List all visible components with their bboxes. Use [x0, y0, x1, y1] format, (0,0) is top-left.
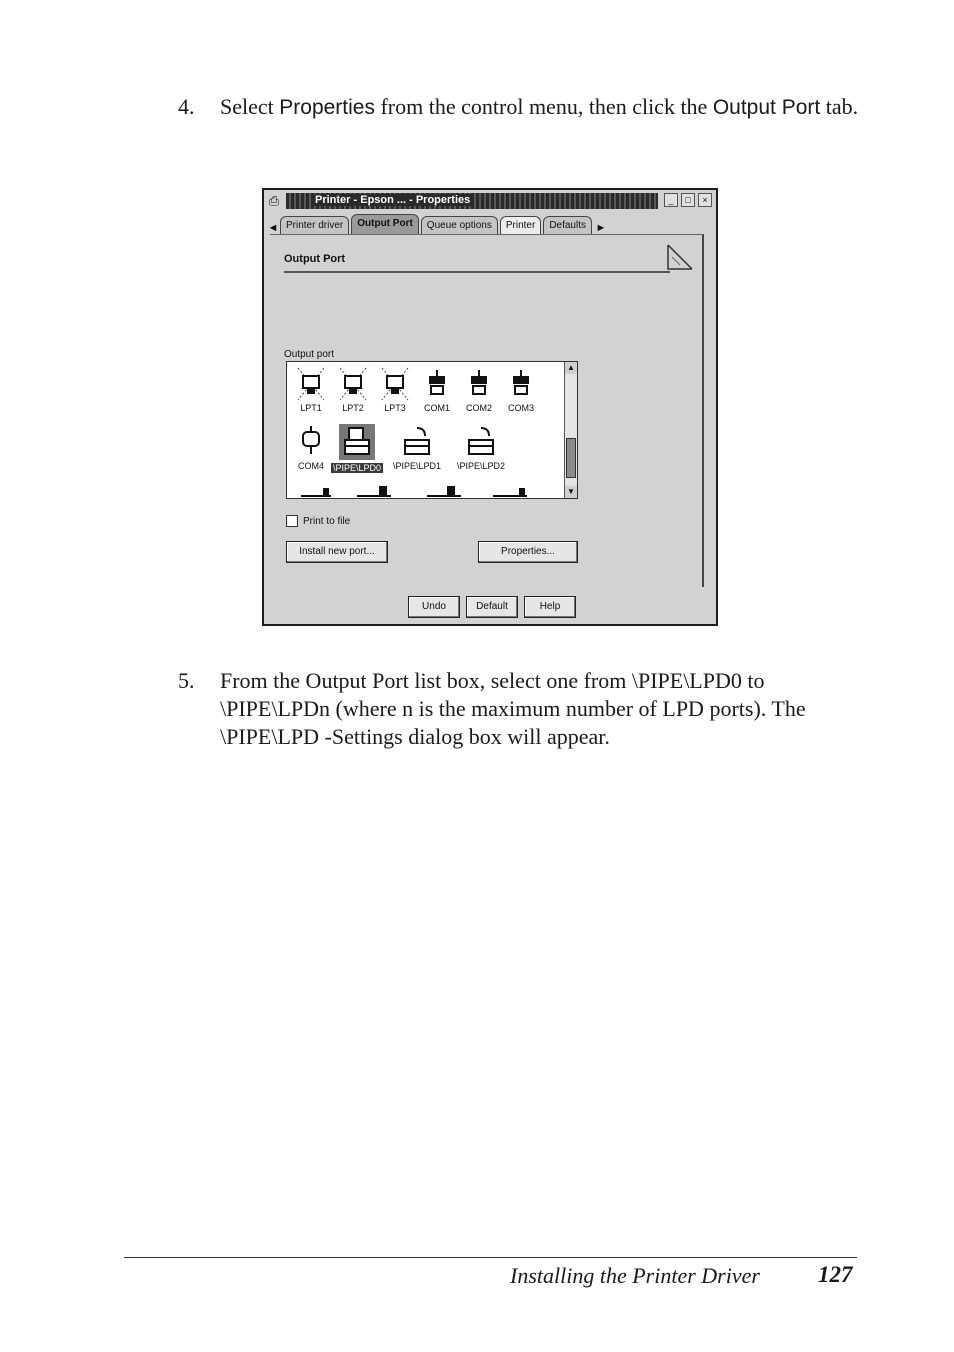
scroll-down-icon[interactable]: ▼ — [565, 486, 577, 498]
step-number: 4. — [178, 94, 195, 119]
step-text: From the Output Port list box, select one from \PIPE\LPD0 to \PIPE\LPDn (where n is the maximum number of LPD ports). The \PIPE\LPD -Settings dialog box will appear. — [220, 668, 806, 749]
port-item-pipe-lpd2[interactable]: \PIPE\LPD2 — [451, 424, 511, 471]
page-number: 127 — [818, 1262, 853, 1287]
serial-port-icon — [464, 366, 494, 402]
port-item-lpt1[interactable]: LPT1 — [289, 366, 333, 413]
title-bar[interactable] — [266, 193, 714, 209]
port-list-scrollbar[interactable] — [564, 362, 577, 498]
close-button[interactable]: × — [698, 193, 712, 207]
footer-rule — [124, 1257, 857, 1258]
window-title: Printer - Epson ... - Properties — [312, 194, 473, 206]
step-text: Select Properties from the control menu, then click the Output Port tab. — [220, 94, 859, 119]
port-item-com3[interactable]: COM3 — [499, 366, 543, 413]
network-pipe-icon — [463, 424, 499, 460]
minimize-button[interactable]: _ — [664, 193, 678, 207]
tab-scroll-left-icon[interactable]: ◄ — [267, 222, 279, 234]
port-item-pipe-lpd1[interactable]: \PIPE\LPD1 — [391, 424, 443, 471]
port-item-lpt3[interactable]: LPT3 — [373, 366, 417, 413]
undo-button[interactable]: Undo — [408, 596, 460, 618]
printer-system-icon[interactable]: ⎙ — [268, 193, 280, 208]
checkbox-box[interactable] — [286, 515, 298, 527]
checkbox-label: Print to file — [303, 515, 351, 527]
parallel-port-icon — [338, 366, 368, 402]
print-to-file-checkbox[interactable] — [286, 515, 350, 527]
serial-port-icon — [296, 424, 326, 460]
port-item-com1[interactable]: COM1 — [415, 366, 459, 413]
tab-defaults[interactable]: Defaults — [543, 216, 592, 234]
output-port-group-label: Output port — [284, 349, 335, 360]
section-divider — [284, 271, 670, 273]
tab-strip — [266, 212, 714, 234]
tab-queue-options[interactable]: Queue options — [421, 216, 498, 234]
serial-port-icon — [506, 366, 536, 402]
output-port-page — [270, 234, 704, 587]
tab-output-port[interactable]: Output Port — [351, 214, 419, 234]
footer-chapter-title: Installing the Printer Driver — [510, 1263, 760, 1288]
port-item-lpt2[interactable]: LPT2 — [331, 366, 375, 413]
section-heading: Output Port — [284, 253, 346, 265]
parallel-port-icon — [296, 366, 326, 402]
port-item-pipe-lpd0[interactable]: \PIPE\LPD0 — [331, 424, 383, 473]
network-pipe-icon — [339, 424, 375, 460]
step-number: 5. — [178, 668, 195, 693]
tab-term-output-port: Output Port — [712, 96, 821, 119]
page-corner-icon — [664, 241, 696, 273]
help-button[interactable]: Help — [524, 596, 576, 618]
default-button[interactable]: Default — [466, 596, 518, 618]
port-item-com2[interactable]: COM2 — [457, 366, 501, 413]
serial-port-icon — [422, 366, 452, 402]
port-item-com4[interactable]: COM4 — [289, 424, 333, 471]
menu-term-properties: Properties — [279, 96, 375, 119]
maximize-button[interactable]: □ — [681, 193, 695, 207]
tab-scroll-right-icon[interactable]: ► — [595, 222, 607, 234]
parallel-port-icon — [380, 366, 410, 402]
scroll-up-icon[interactable]: ▲ — [565, 362, 577, 374]
tab-printer-driver[interactable]: Printer driver — [280, 216, 349, 234]
install-new-port-button[interactable]: Install new port... — [286, 541, 388, 563]
output-port-listbox[interactable] — [286, 361, 578, 499]
tab-printer[interactable]: Printer — [500, 216, 541, 234]
properties-dialog-screenshot — [262, 188, 718, 626]
port-properties-button[interactable]: Properties... — [478, 541, 578, 563]
partial-port-row — [297, 484, 537, 498]
scroll-thumb[interactable] — [566, 438, 576, 478]
network-pipe-icon — [399, 424, 435, 460]
